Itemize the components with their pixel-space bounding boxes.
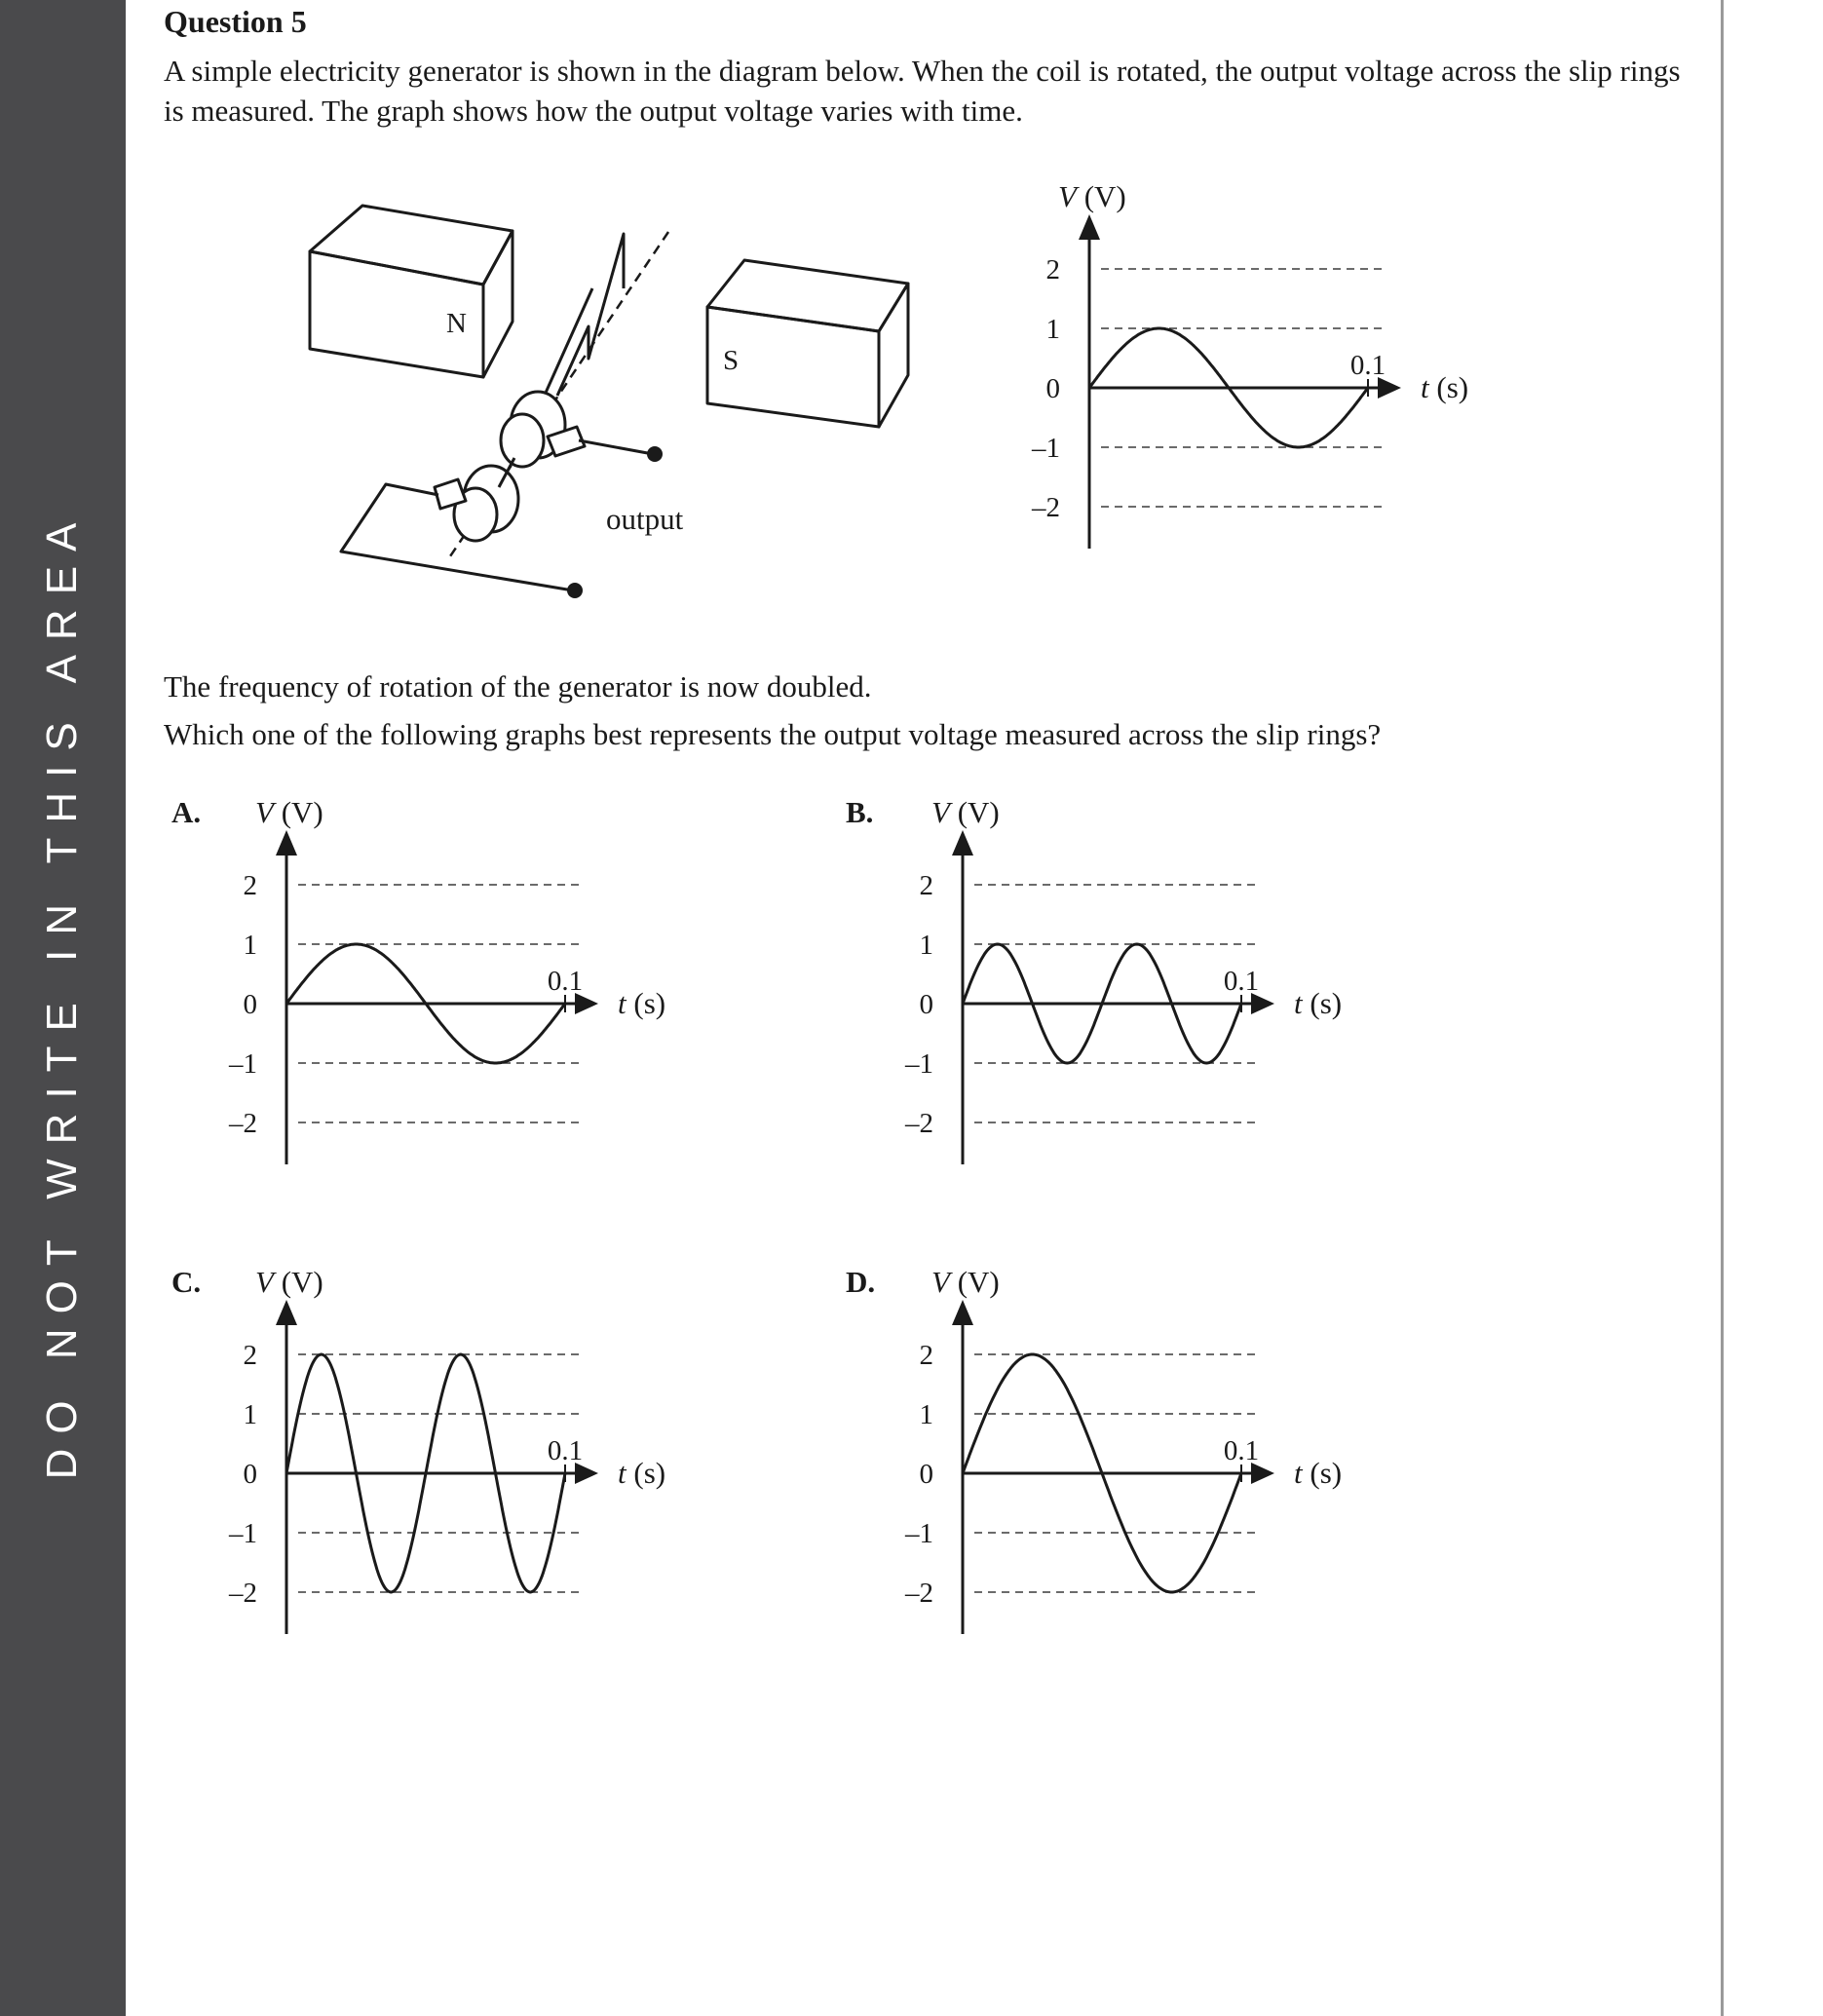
chart-B-y-axis-title: V (V) bbox=[931, 795, 1000, 829]
chart-C-y-tick-label: 1 bbox=[243, 1399, 257, 1430]
chart-C-y-tick-label: 0 bbox=[243, 1459, 257, 1490]
chart-C-x-axis-title: t (s) bbox=[618, 1456, 666, 1490]
chart-original-y-axis-arrow bbox=[1079, 214, 1100, 240]
output-label: output bbox=[606, 502, 684, 536]
chart-D-y-tick-label: –2 bbox=[905, 1578, 933, 1609]
question-title: Question 5 bbox=[164, 4, 307, 39]
chart-C-y-axis-arrow bbox=[276, 1300, 297, 1325]
chart-original-y-tick-label: 2 bbox=[1045, 254, 1060, 285]
chart-C-y-axis-title: V (V) bbox=[255, 1265, 323, 1299]
chart-B-x-axis-title: t (s) bbox=[1294, 986, 1343, 1020]
chart-A-y-tick-label: –1 bbox=[229, 1048, 257, 1080]
question-change: The frequency of rotation of the generator is now doubled. bbox=[164, 669, 872, 704]
chart-B-y-tick-label: 0 bbox=[919, 989, 933, 1020]
chart-B-y-tick-label: 1 bbox=[919, 930, 933, 961]
chart-B-option-label: B. bbox=[846, 795, 874, 829]
chart-B-y-tick-label: 2 bbox=[919, 870, 933, 901]
south-label: S bbox=[723, 345, 740, 376]
chart-B-y-tick-label: –2 bbox=[905, 1108, 933, 1139]
chart-A-y-axis-arrow bbox=[276, 830, 297, 856]
chart-C-y-tick-label: –2 bbox=[229, 1578, 257, 1609]
chart-original-x-tick-label: 0.1 bbox=[1349, 350, 1386, 381]
chart-D-x-axis-title: t (s) bbox=[1294, 1456, 1343, 1490]
chart-C-y-tick-label: 2 bbox=[243, 1340, 257, 1371]
chart-original-y-tick-label: –1 bbox=[1032, 433, 1060, 464]
chart-D-option-label: D. bbox=[846, 1265, 876, 1299]
chart-A-y-tick-label: 1 bbox=[243, 930, 257, 961]
chart-B-y-tick-label: –1 bbox=[905, 1048, 933, 1080]
chart-D-y-tick-label: 2 bbox=[919, 1340, 933, 1371]
chart-D-y-tick-label: 0 bbox=[919, 1459, 933, 1490]
chart-original-y-tick-label: 0 bbox=[1045, 373, 1060, 404]
chart-D-y-axis-title: V (V) bbox=[931, 1265, 1000, 1299]
chart-D-y-tick-label: –1 bbox=[905, 1518, 933, 1549]
chart-C-x-tick-label: 0.1 bbox=[547, 1435, 584, 1466]
chart-B-y-axis-arrow bbox=[952, 830, 973, 856]
question-prompt: Which one of the following graphs best represents the output voltage measured across the slip rings? bbox=[164, 717, 1382, 751]
chart-D-y-tick-label: 1 bbox=[919, 1399, 933, 1430]
chart-A-y-tick-label: 0 bbox=[243, 989, 257, 1020]
chart-D-y-axis-arrow bbox=[952, 1300, 973, 1325]
chart-C-option-label: C. bbox=[171, 1265, 202, 1299]
question-intro: A simple electricity generator is shown in the diagram below. When the coil is rotated, the output voltage across the slip rings is measured. The graph shows how the output voltage varies with time. bbox=[164, 54, 1681, 128]
chart-original-x-axis-title: t (s) bbox=[1421, 370, 1469, 404]
chart-original-y-tick-label: –2 bbox=[1032, 492, 1060, 523]
chart-A-y-tick-label: 2 bbox=[243, 870, 257, 901]
chart-B-x-tick-label: 0.1 bbox=[1223, 966, 1260, 997]
do-not-write-notice: DO NOT WRITE IN THIS AREA bbox=[38, 508, 86, 1480]
chart-C-y-tick-label: –1 bbox=[229, 1518, 257, 1549]
chart-A-x-tick-label: 0.1 bbox=[547, 966, 584, 997]
chart-A-option-label: A. bbox=[171, 795, 202, 829]
chart-A-y-axis-title: V (V) bbox=[255, 795, 323, 829]
chart-original-y-axis-title: V (V) bbox=[1058, 179, 1126, 213]
chart-A-y-tick-label: –2 bbox=[229, 1108, 257, 1139]
chart-D-x-tick-label: 0.1 bbox=[1223, 1435, 1260, 1466]
chart-original-y-tick-label: 1 bbox=[1045, 314, 1060, 345]
north-label: N bbox=[446, 308, 467, 339]
chart-A-x-axis-title: t (s) bbox=[618, 986, 666, 1020]
